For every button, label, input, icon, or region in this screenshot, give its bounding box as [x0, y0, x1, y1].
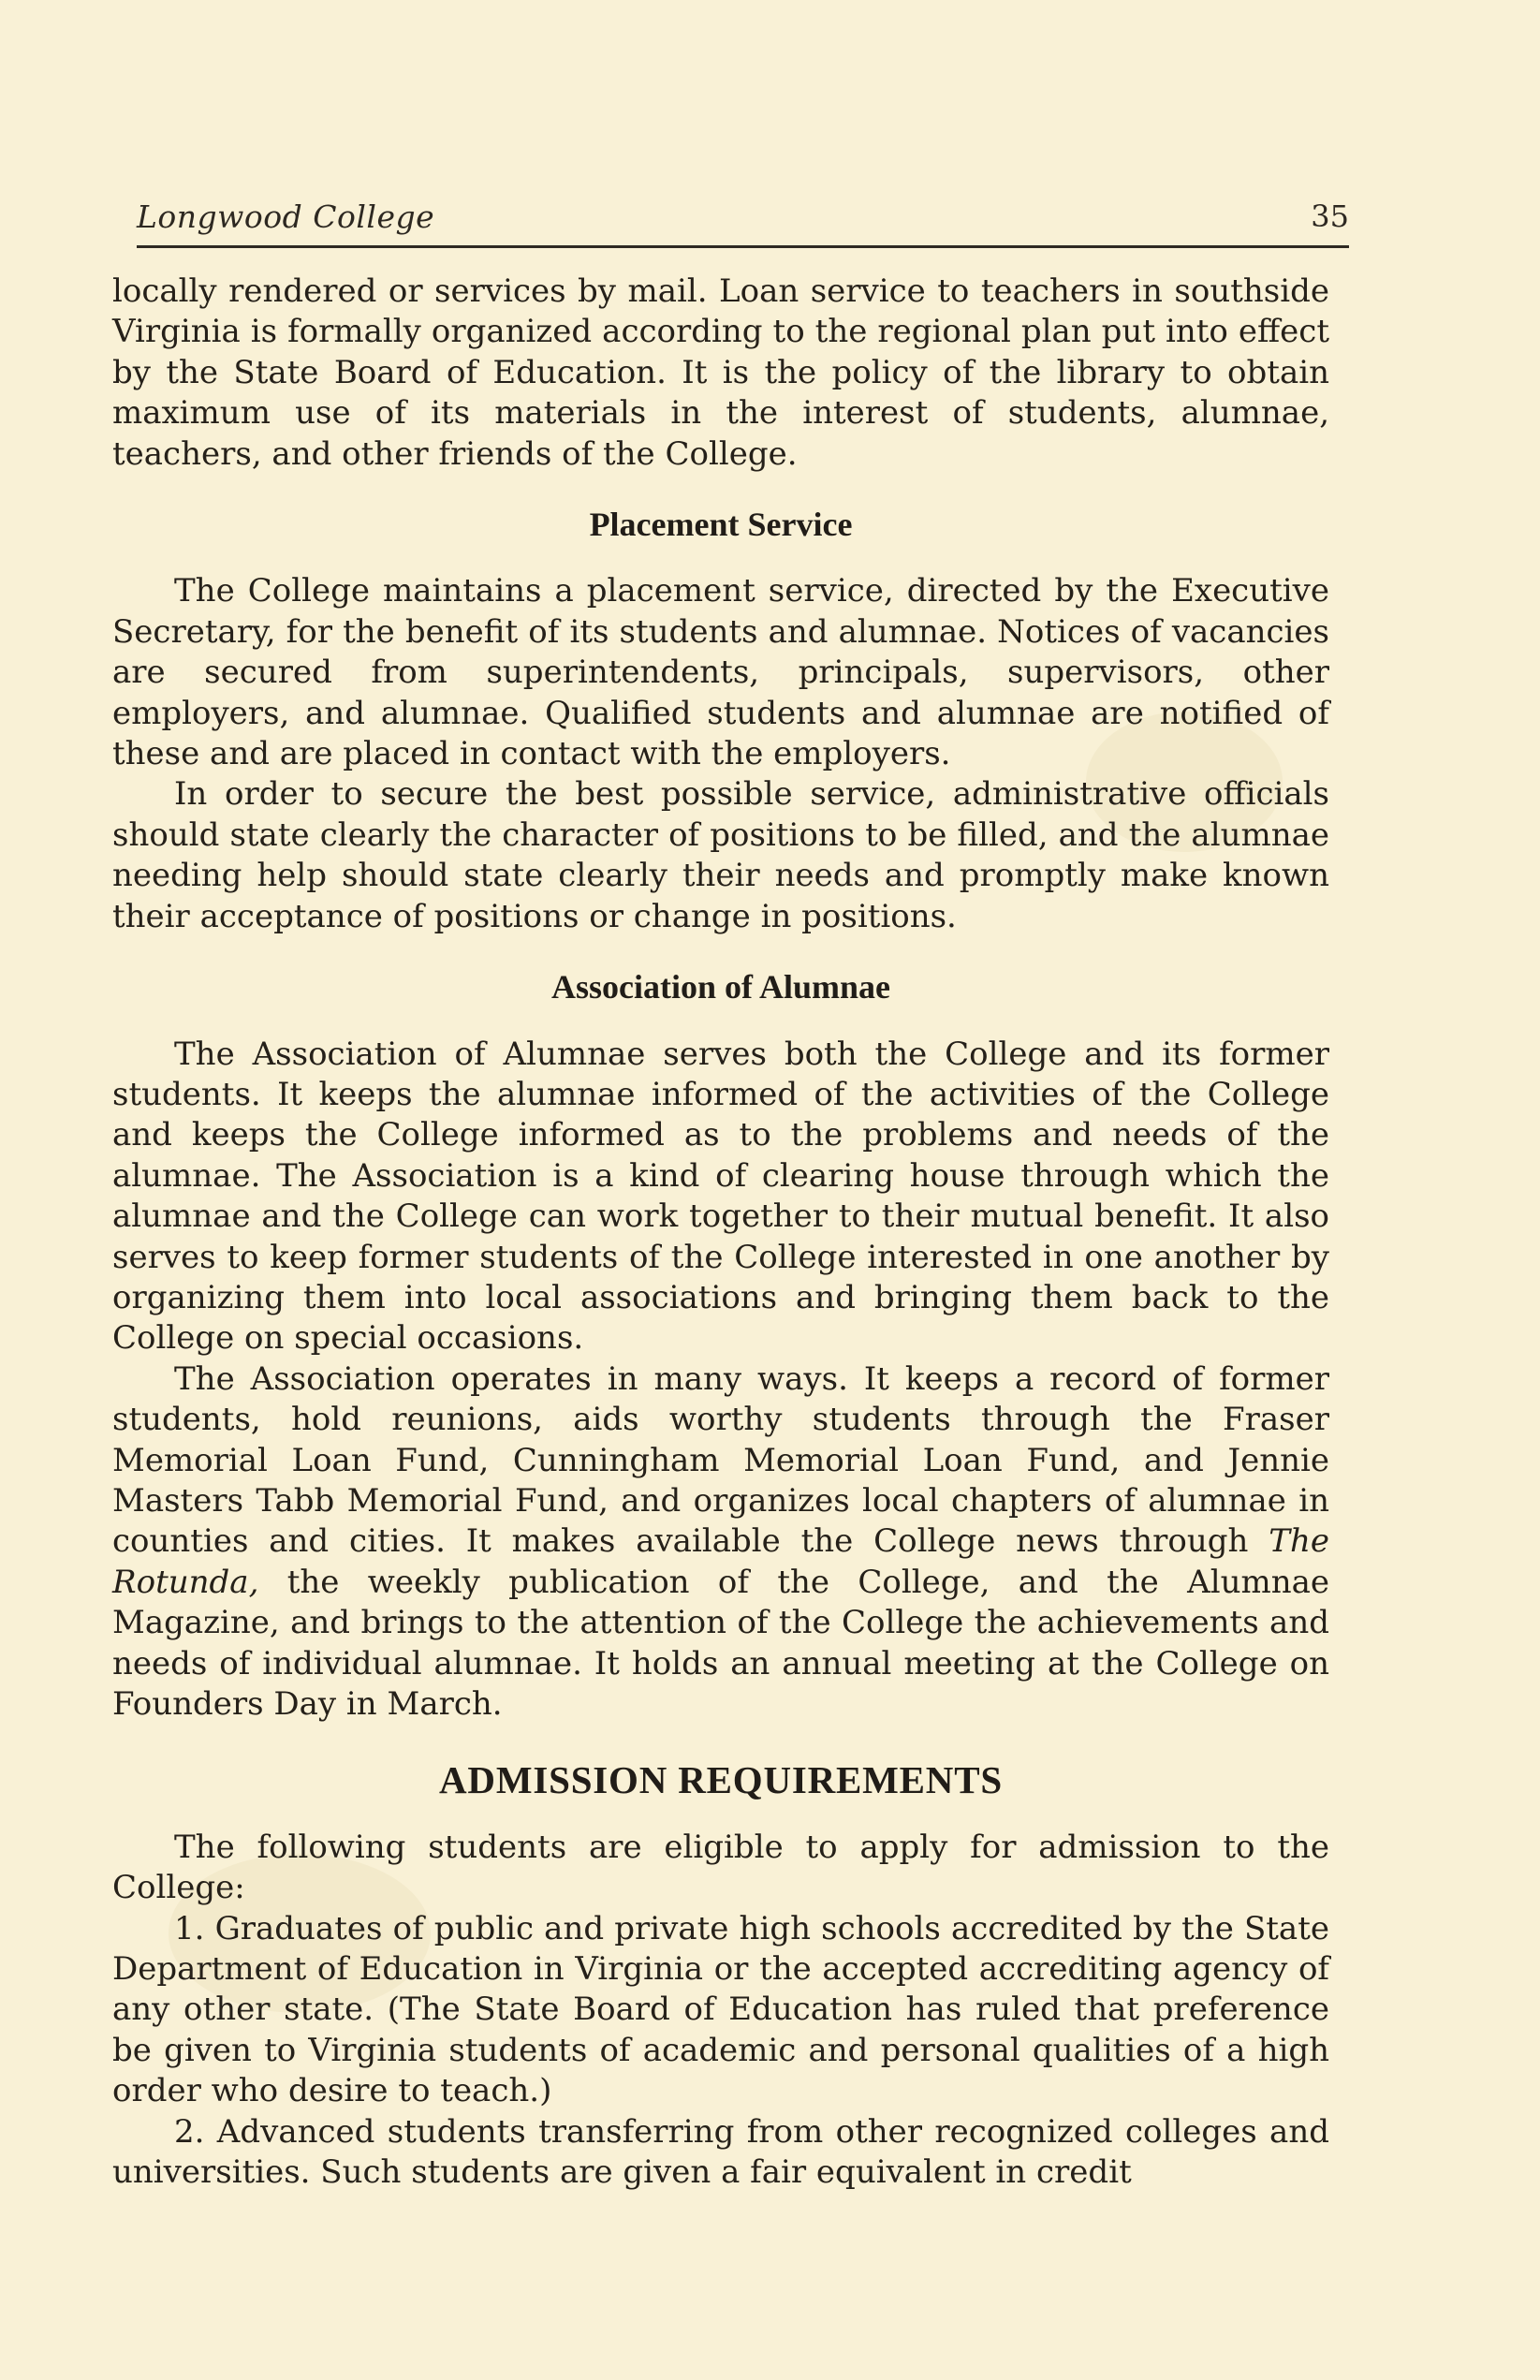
alumnae-paragraph-2 [112, 1359, 1329, 1726]
library-continuation-paragraph: locally rendered or services by mail. Loan service to teachers in southside Virginia is formally organized according to the regional plan put into effect by the State Board of Education. It is the policy of the library to obtain maximum use of its materials in the interest of students, alumnae, teachers, and other friends of the College. [112, 272, 1329, 473]
placement-paragraph-2: In order to secure the best possible service, administrative officials should state clearly the character of positions to be filled, and the alumnae needing help should state clearly their needs and promptly make known their acceptance of positions or change in positions. [112, 775, 1329, 935]
rotunda-publication-title: The Rotunda, [112, 1522, 1329, 1601]
page-content [112, 272, 1329, 2193]
placement-service-heading: Placement Service [589, 506, 853, 544]
page-number: 35 [1311, 198, 1349, 234]
placement-paragraph-1: The College maintains a placement service, directed by the Executive Secretary, for the benefit of its students and alumnae. Notices of vacancies are secured from superintendents, principals, supervisors, other employers, and alumnae. Qualified students and alumnae are notified of these and are placed in contact with the employers. [112, 572, 1329, 773]
admission-item-2: 2. Advanced students transferring from other recognized colleges and universities. Such students are given a fair equivalent in credit [112, 2112, 1329, 2192]
page-header [137, 198, 1349, 248]
alumnae-association-heading: Association of Alumnae [550, 968, 891, 1006]
alumnae-paragraph-2-text-after: the weekly publication of the College, and the Alumnae Magazine, and brings to the attention of the College the achievements and needs of individual alumnae. It holds an annual meeting at the College on Founders Day in March. [112, 1563, 1329, 1723]
alumnae-paragraph-1: The Association of Alumnae serves both the College and its former students. It keeps the alumnae informed of the activities of the College and keeps the College informed as to the problems and needs of the alumnae. The Association is a kind of clearing house through which the alumnae and the College can work together to their mutual benefit. It also serves to keep former students of the College interested in one another by organizing them into local associations and bringing them back to the College on special occasions. [112, 1035, 1329, 1358]
admission-requirements-heading: ADMISSION REQUIREMENTS [439, 1758, 1003, 1802]
admission-item-1: 1. Graduates of public and private high schools accredited by the State Department of Education in Virginia or the accepted accrediting agency of any other state. (The State Board of Education has ruled that preference be given to Virginia students of academic and personal qualities of a high order who desire to teach.) [112, 1909, 1329, 2110]
admission-intro-paragraph: The following students are eligible to apply for admission to the College: [112, 1828, 1329, 1907]
alumnae-paragraph-2-text-before: The Association operates in many ways. It keeps a record of former students, hold reunions, aids worthy students through the Fraser Memorial Loan Fund, Cunningham Memorial Loan Fund, and Jennie Masters Tabb Memorial Fund, and organizes local chapters of alumnae in counties and cities. It makes available the College news through [112, 1359, 1329, 1561]
running-head: Longwood College [137, 198, 435, 235]
